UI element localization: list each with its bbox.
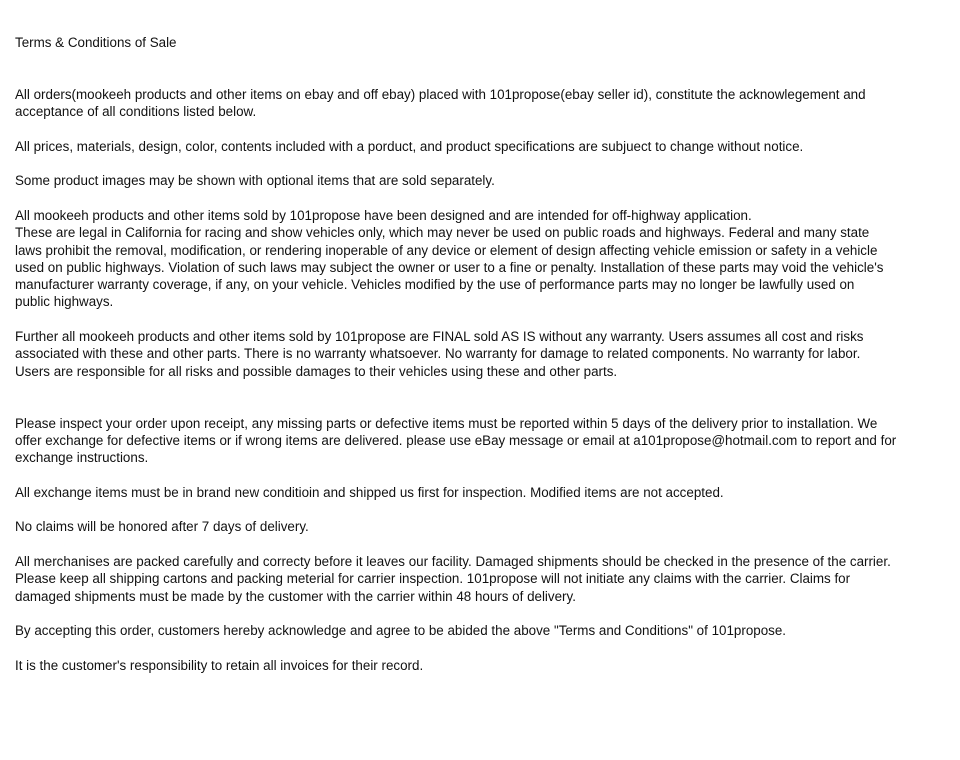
text-line: acceptance of all conditions listed below.	[15, 104, 257, 120]
paragraph-agreement	[15, 622, 960, 639]
text-line: No claims will be honored after 7 days of delivery.	[15, 519, 309, 535]
text-line: laws prohibit the removal, modification, or rendering inoperable of any device or element of design affecting vehicle emission or safety in a vehicle	[15, 242, 878, 258]
text-line: manufacturer warranty coverage, if any, on your vehicle. Vehicles modified by the use of performance parts may no longer be lawfully used on	[15, 277, 855, 293]
text-line: All mookeeh products and other items sold by 101propose have been designed and are intended for off-highway application.	[15, 207, 752, 223]
text-line: exchange instructions.	[15, 450, 149, 466]
text-line: All exchange items must be in brand new conditioin and shipped us first for inspection. Modified items are not accepted.	[15, 484, 724, 500]
paragraph-inspection	[15, 415, 960, 467]
text-line: All orders(mookeeh products and other items on ebay and off ebay) placed with 101propose(ebay seller id), constitute the acknowlegement and	[15, 86, 866, 102]
document-title: Terms & Conditions of Sale	[15, 35, 177, 50]
paragraph-invoices	[15, 657, 960, 674]
text-line: Some product images may be shown with optional items that are sold separately.	[15, 173, 495, 189]
text-line: damaged shipments must be made by the customer with the carrier within 48 hours of delivery.	[15, 588, 576, 604]
text-line: Further all mookeeh products and other items sold by 101propose are FINAL sold AS IS without any warranty. Users assumes all cost and risks	[15, 329, 864, 345]
text-line: used on public highways. Violation of such laws may subject the owner or user to a fine or penalty. Installation of these parts may void the vehicle's	[15, 259, 884, 275]
text-line: It is the customer's responsibility to retain all invoices for their record.	[15, 657, 424, 673]
text-line: offer exchange for defective items or if wrong items are delivered. please use eBay message or email at a101propose@hotmail.com to report and for	[15, 432, 897, 448]
text-line: By accepting this order, customers hereby acknowledge and agree to be abided the above "Terms and Conditions" of 101propose.	[15, 623, 787, 639]
paragraph-acceptance	[15, 86, 960, 121]
paragraph-shipping	[15, 553, 960, 605]
text-line: Users are responsible for all risks and possible damages to their vehicles using these and other parts.	[15, 363, 618, 379]
text-line: Please inspect your order upon receipt, any missing parts or defective items must be reported within 5 days of the delivery prior to installation. We	[15, 415, 878, 431]
paragraph-images	[15, 172, 960, 189]
terms-document	[15, 34, 960, 691]
paragraph-prices	[15, 138, 960, 155]
text-line: All prices, materials, design, color, contents included with a porduct, and product specifications are subjuect to change without notice.	[15, 138, 804, 154]
paragraph-claims	[15, 518, 960, 535]
paragraph-off-highway	[15, 207, 960, 311]
text-line: These are legal in California for racing and show vehicles only, which may never be used on public roads and highways. Federal and many state	[15, 225, 870, 241]
paragraph-exchange	[15, 484, 960, 501]
text-line: associated with these and other parts. There is no warranty whatsoever. No warranty for damage to related components. No warranty for labor.	[15, 346, 861, 362]
text-line: public highways.	[15, 294, 114, 310]
text-line: Please keep all shipping cartons and packing meterial for carrier inspection. 101propose will not initiate any claims with the carrier. Claims for	[15, 571, 851, 587]
text-line: All merchanises are packed carefully and correcty before it leaves our facility. Damaged shipments should be checked in the presence of the carrier.	[15, 553, 891, 569]
paragraph-warranty	[15, 328, 960, 380]
